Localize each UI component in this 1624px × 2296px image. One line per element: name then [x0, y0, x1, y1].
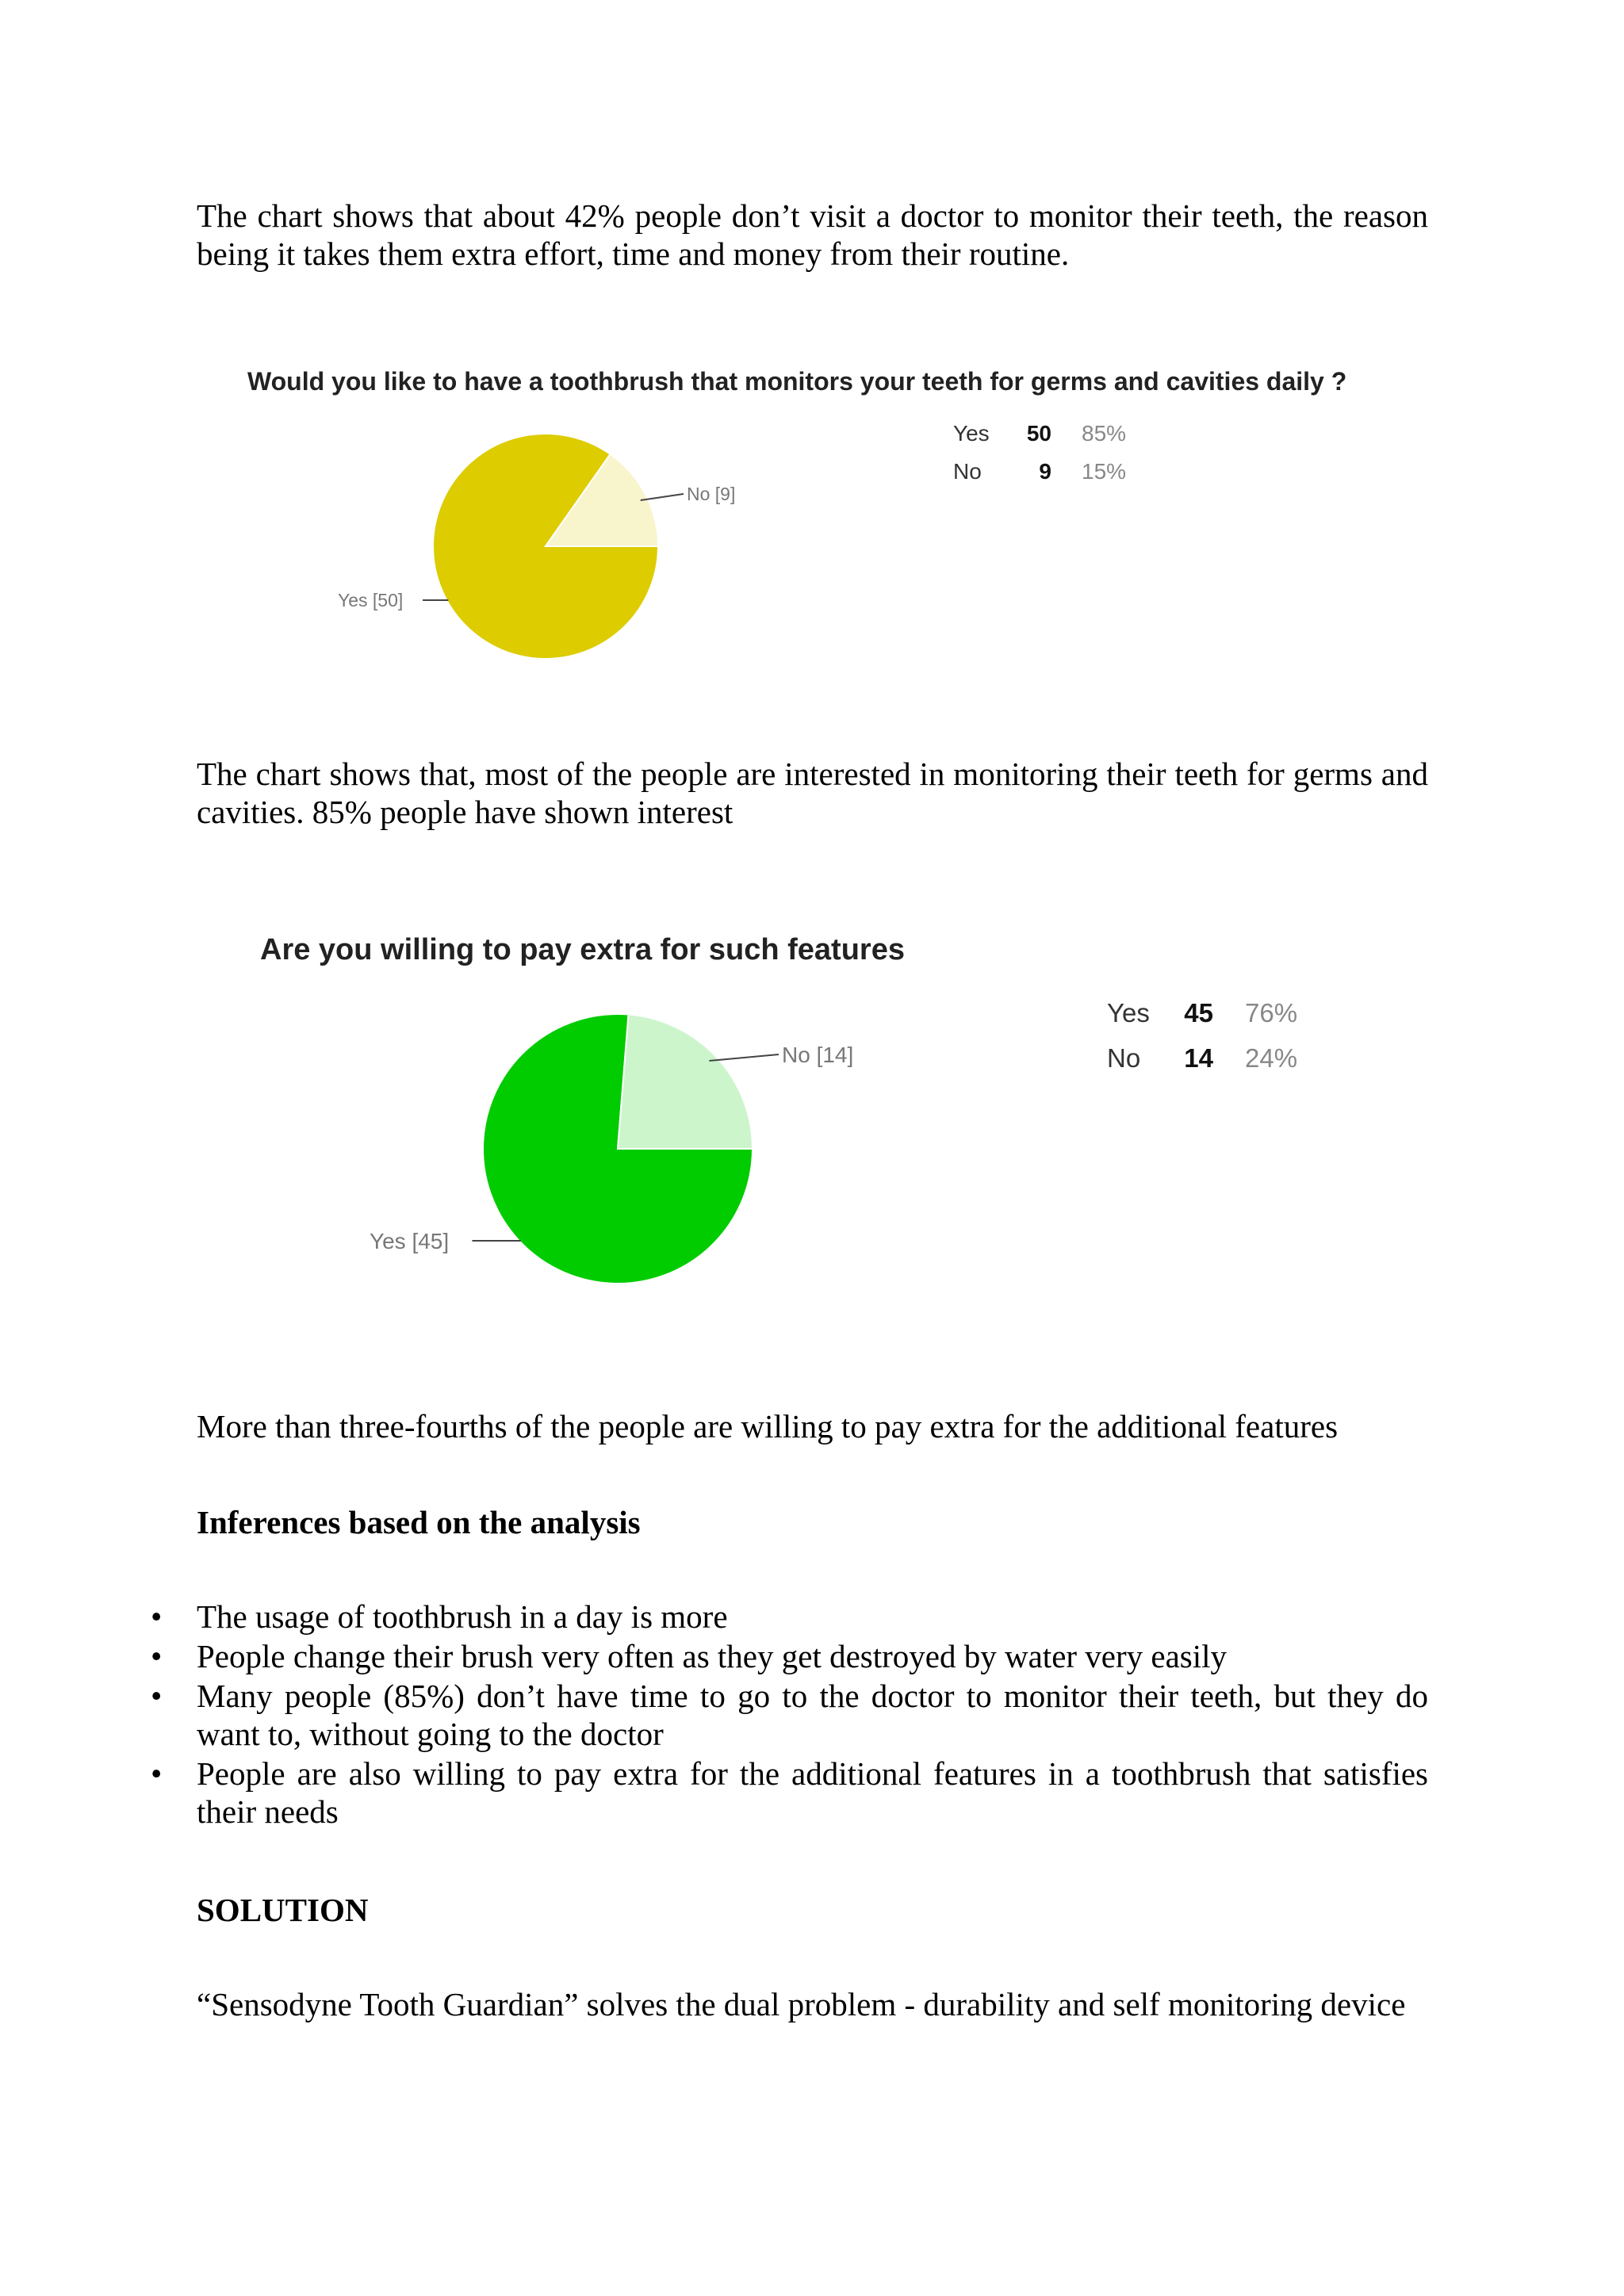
legend-category: Yes: [953, 421, 990, 446]
legend-percent: 85%: [1082, 421, 1127, 446]
slice-label-yes: Yes [45]: [370, 1228, 450, 1253]
slice-label-no: No [9]: [687, 484, 736, 505]
bullet-icon: •: [151, 1755, 163, 1792]
bullet-icon: •: [151, 1638, 163, 1674]
inferences-list: [151, 1598, 1428, 1832]
legend-category: Yes: [1107, 997, 1150, 1027]
list-item-text: Many people (85%) don’t have time to go to the doctor to monitor their teeth, but they do want to, without going to the doctor: [197, 1678, 1428, 1752]
legend-category: No: [953, 459, 982, 484]
paragraph-interest-monitoring: The chart shows that, most of the people are interested in monitoring their teeth for germs and cavities. 85% people have shown interest: [197, 756, 1428, 830]
list-item-text: People change their brush very often as they get destroyed by water very easily: [197, 1638, 1228, 1674]
legend-row-yes: [953, 415, 1126, 453]
bullet-icon: •: [151, 1678, 163, 1714]
chart-title: Are you willing to pay extra for such features: [260, 933, 905, 966]
paragraph-solution: “Sensodyne Tooth Guardian” solves the dual problem - durability and self monitoring device: [197, 1986, 1406, 2022]
pie-chart-svg: [238, 361, 1427, 678]
bullet-icon: •: [151, 1598, 163, 1635]
legend-percent: 76%: [1245, 997, 1298, 1027]
pie-chart-pay-extra: [238, 924, 1427, 1304]
slice-label-yes: Yes [50]: [338, 590, 404, 611]
heading-solution: SOLUTION: [197, 1892, 369, 1928]
legend-row-yes: [1107, 990, 1297, 1035]
heading-inferences: Inferences based on the analysis: [197, 1504, 641, 1540]
list-item: [151, 1637, 1428, 1675]
legend-percent: 24%: [1245, 1043, 1298, 1073]
legend-row-no: [1107, 1035, 1297, 1081]
legend-count: 50: [1026, 421, 1051, 446]
list-item-text: People are also willing to pay extra for the additional features in a toothbrush that satisfies their needs: [197, 1755, 1428, 1830]
slice-label-no: No [14]: [782, 1042, 854, 1067]
chart-title: Would you like to have a toothbrush that monitors your teeth for germs and cavities daily ?: [247, 367, 1347, 396]
chart-legend-table: [953, 415, 1126, 491]
pie-chart-svg: [238, 924, 1427, 1304]
legend-category: No: [1107, 1043, 1141, 1073]
legend-count: 14: [1184, 1043, 1213, 1073]
leader-line: [709, 1054, 779, 1061]
list-item: [151, 1677, 1428, 1753]
chart-legend-table: [1107, 990, 1297, 1081]
list-item: [151, 1598, 1428, 1636]
list-item-text: The usage of toothbrush in a day is more: [197, 1598, 728, 1635]
paragraph-chart-doctor-visits: The chart shows that about 42% people don’t visit a doctor to monitor their teeth, the reason being it takes them extra effort, time and money from their routine.: [197, 197, 1428, 272]
legend-count: 45: [1184, 997, 1213, 1027]
legend-row-no: [953, 453, 1126, 491]
paragraph-pay-extra: More than three-fourths of the people are willing to pay extra for the additional features: [197, 1408, 1339, 1445]
legend-count: 9: [1039, 459, 1051, 484]
pie-chart-monitor-teeth: [238, 361, 1427, 678]
pie-slice-no: [618, 1015, 753, 1149]
list-item: [151, 1755, 1428, 1831]
legend-percent: 15%: [1082, 459, 1127, 484]
